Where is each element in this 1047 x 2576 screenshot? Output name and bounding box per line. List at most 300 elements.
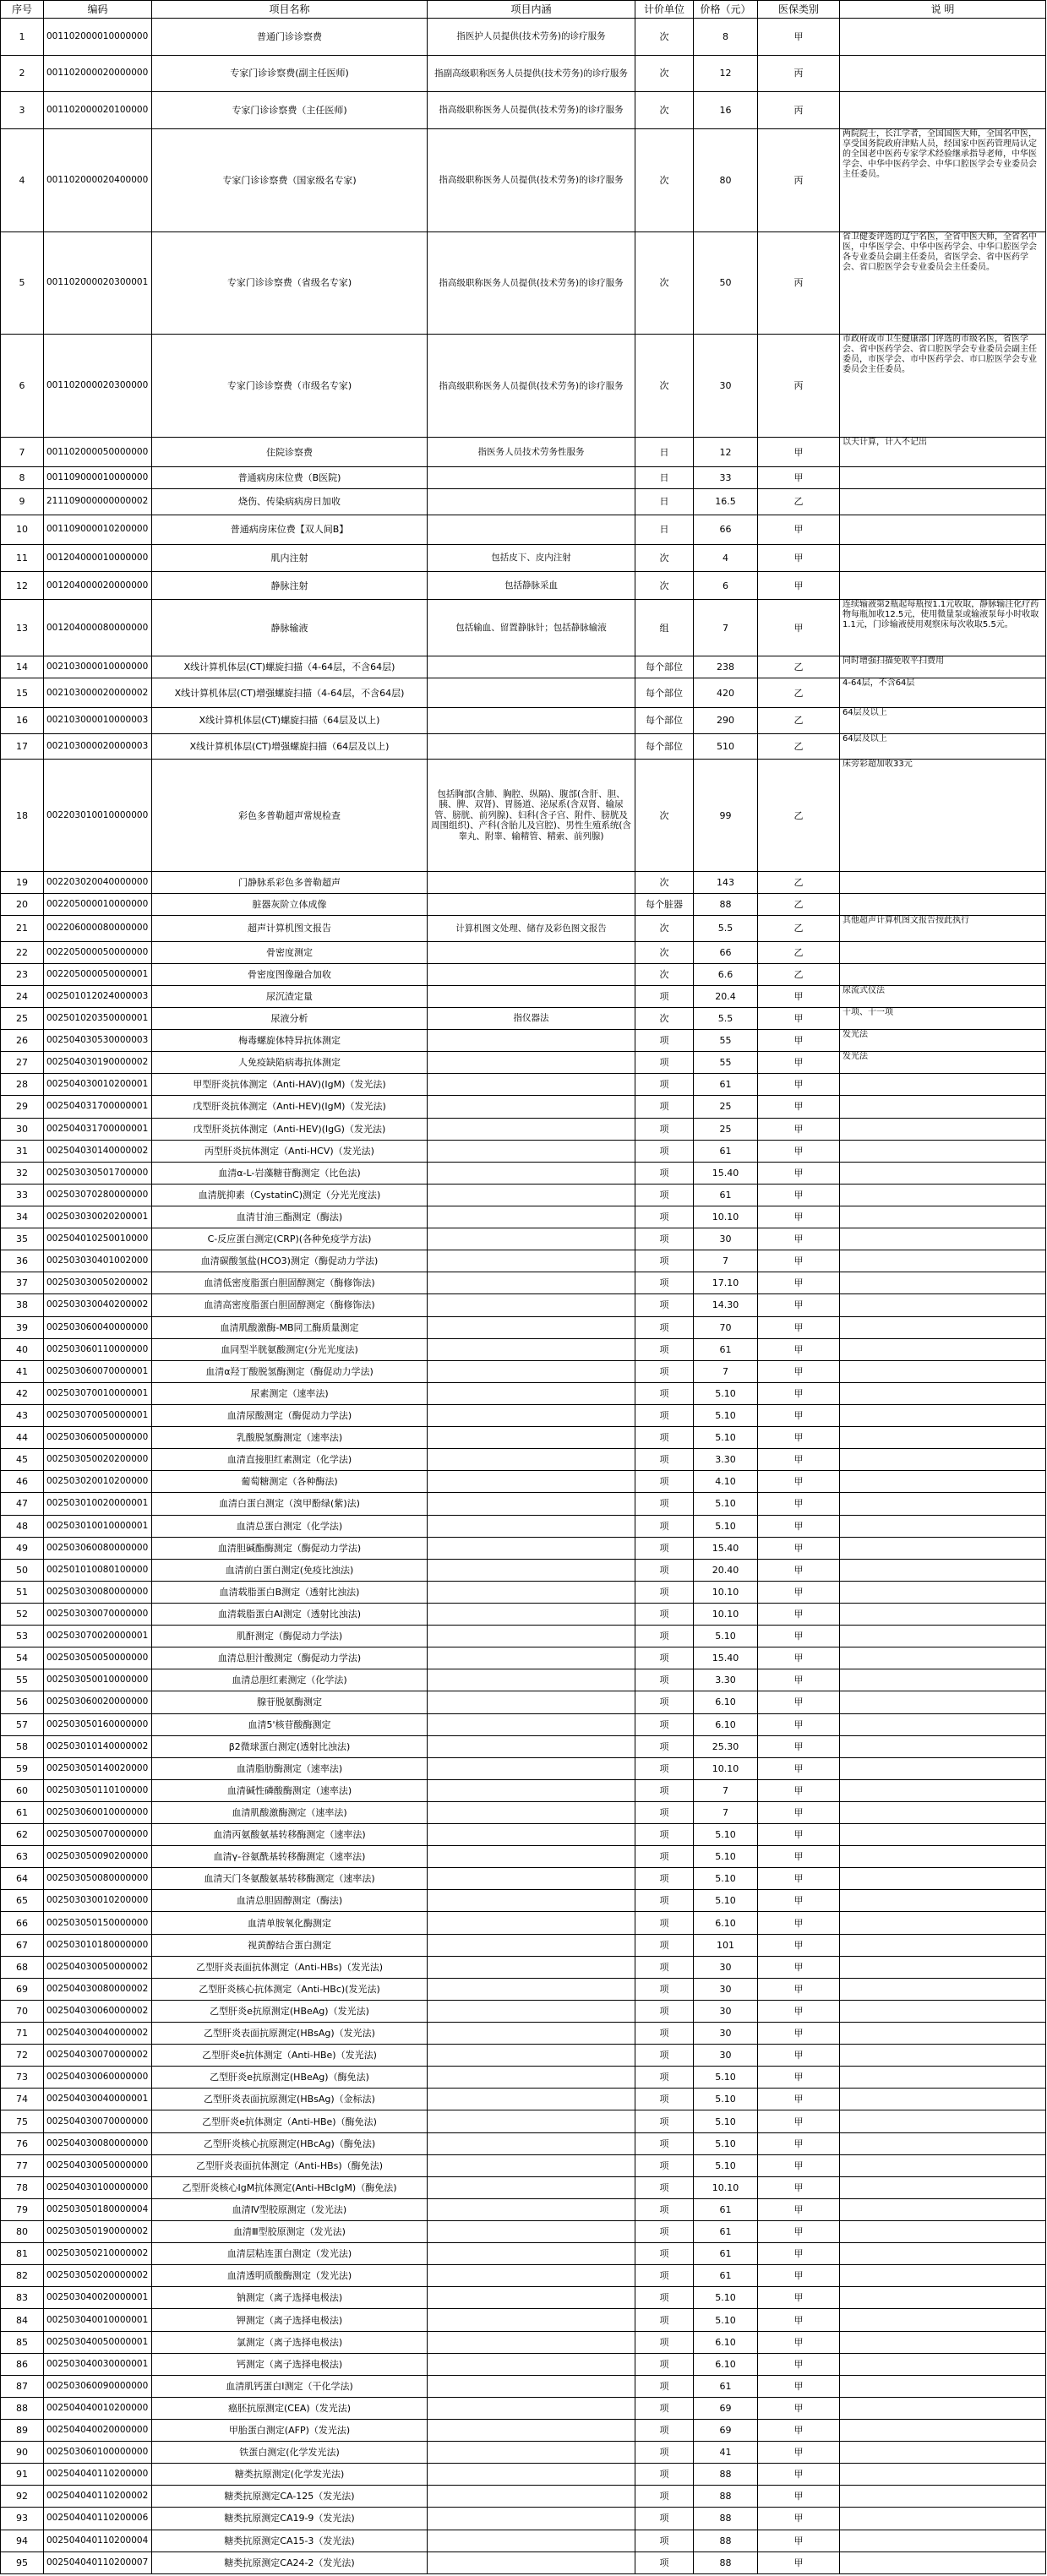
cell-insurance-category: 甲 <box>758 985 840 1007</box>
cell-unit: 项 <box>635 1779 694 1801</box>
cell-note <box>840 2045 1046 2067</box>
cell-price: 5.10 <box>694 2067 758 2089</box>
cell-item-content <box>428 2486 635 2508</box>
cell-item-content <box>428 2420 635 2442</box>
cell-code: 002503050110100000 <box>44 1779 152 1801</box>
cell-price: 61 <box>694 2243 758 2265</box>
cell-index: 95 <box>1 2551 44 2573</box>
cell-price: 10.10 <box>694 2176 758 2198</box>
cell-index: 62 <box>1 1824 44 1846</box>
table-row <box>1 128 1046 231</box>
cell-code: 002503010180000000 <box>44 1934 152 1956</box>
cell-note <box>840 1515 1046 1537</box>
cell-price: 5.10 <box>694 2132 758 2154</box>
cell-item-content <box>428 1096 635 1118</box>
table-row <box>1 2442 1046 2464</box>
cell-price: 7 <box>694 599 758 656</box>
cell-price: 30 <box>694 1956 758 1978</box>
cell-item-content <box>428 1537 635 1559</box>
cell-index: 79 <box>1 2198 44 2220</box>
cell-index: 26 <box>1 1030 44 1052</box>
table-row <box>1 1493 1046 1515</box>
cell-index: 73 <box>1 2067 44 2089</box>
cell-code: 002503060070000001 <box>44 1360 152 1382</box>
cell-note <box>840 1140 1046 1162</box>
cell-code: 002503060020000000 <box>44 1691 152 1713</box>
table-row <box>1 2198 1046 2220</box>
cell-note: 发光法 <box>840 1030 1046 1052</box>
cell-insurance-category: 甲 <box>758 1316 840 1338</box>
table-row <box>1 760 1046 872</box>
cell-code: 002503030050200002 <box>44 1272 152 1294</box>
cell-code: 002504010250010000 <box>44 1228 152 1250</box>
cell-item-content <box>428 1404 635 1426</box>
cell-index: 9 <box>1 489 44 515</box>
cell-insurance-category: 甲 <box>758 1912 840 1934</box>
table-row <box>1 1934 1046 1956</box>
cell-item-content <box>428 2221 635 2243</box>
cell-item-content <box>428 1162 635 1184</box>
table-row <box>1 1096 1046 1118</box>
cell-item-content <box>428 1581 635 1603</box>
table-row <box>1 1779 1046 1801</box>
cell-unit: 项 <box>635 1338 694 1360</box>
cell-unit: 项 <box>635 2551 694 2573</box>
cell-item-content <box>428 733 635 759</box>
cell-note <box>840 1735 1046 1757</box>
table-row <box>1 1669 1046 1691</box>
cell-note <box>840 1272 1046 1294</box>
cell-item-name: 糖类抗原测定CA24-2（发光法) <box>152 2551 428 2573</box>
cell-price: 16 <box>694 92 758 129</box>
cell-insurance-category: 甲 <box>758 1228 840 1250</box>
cell-code: 002504030050000002 <box>44 1956 152 1978</box>
cell-insurance-category: 乙 <box>758 941 840 963</box>
cell-note <box>840 1559 1046 1581</box>
cell-insurance-category: 甲 <box>758 1074 840 1096</box>
cell-price: 6.6 <box>694 963 758 985</box>
cell-insurance-category: 丙 <box>758 128 840 231</box>
cell-code: 001102000020300001 <box>44 231 152 335</box>
cell-unit: 项 <box>635 2089 694 2110</box>
cell-code: 002503010140000002 <box>44 1735 152 1757</box>
cell-price: 30 <box>694 1978 758 2000</box>
cell-note <box>840 1449 1046 1471</box>
cell-price: 61 <box>694 2375 758 2397</box>
cell-item-content <box>428 1338 635 1360</box>
cell-note <box>840 1912 1046 1934</box>
cell-item-content <box>428 1184 635 1206</box>
cell-item-content: 指高级职称医务人员提供(技术劳务)的诊疗服务 <box>428 335 635 438</box>
cell-code: 002503030070000000 <box>44 1603 152 1625</box>
cell-note <box>840 467 1046 489</box>
cell-insurance-category: 甲 <box>758 2353 840 2375</box>
cell-insurance-category: 甲 <box>758 2309 840 2331</box>
table-row <box>1 1537 1046 1559</box>
cell-item-content <box>428 1956 635 1978</box>
cell-index: 11 <box>1 544 44 572</box>
cell-note <box>840 2353 1046 2375</box>
cell-code: 002503050020200000 <box>44 1449 152 1471</box>
cell-price: 61 <box>694 1074 758 1096</box>
cell-item-name: 钠测定（离子选择电极法) <box>152 2287 428 2309</box>
cell-code: 001102000020000000 <box>44 55 152 92</box>
table-row <box>1 2132 1046 2154</box>
cell-note <box>840 2530 1046 2551</box>
cell-code: 002503010010000001 <box>44 1515 152 1537</box>
cell-note <box>840 1316 1046 1338</box>
cell-price: 5.10 <box>694 2154 758 2176</box>
cell-insurance-category: 甲 <box>758 2000 840 2022</box>
cell-item-name: 专家门诊诊察费（市级名专家) <box>152 335 428 438</box>
cell-index: 25 <box>1 1008 44 1030</box>
cell-item-content: 包括静脉采血 <box>428 572 635 600</box>
cell-index: 13 <box>1 599 44 656</box>
cell-item-name: 戊型肝炎抗体测定（Anti-HEV)(IgM)（发光法) <box>152 1096 428 1118</box>
cell-item-name: 人免疫缺陷病毒抗体测定 <box>152 1052 428 1074</box>
cell-item-name: 乙型肝炎核心抗原测定(HBcAg)（酶免法) <box>152 2132 428 2154</box>
cell-item-name: 铁蛋白测定(化学发光法) <box>152 2442 428 2464</box>
table-row <box>1 1272 1046 1294</box>
cell-unit: 项 <box>635 1691 694 1713</box>
table-row <box>1 2397 1046 2419</box>
table-row <box>1 1515 1046 1537</box>
cell-unit: 项 <box>635 2397 694 2419</box>
cell-item-name: 肌酐测定（酶促动力学法) <box>152 1626 428 1647</box>
cell-unit: 日 <box>635 515 694 544</box>
cell-note <box>840 1801 1046 1823</box>
cell-index: 50 <box>1 1559 44 1581</box>
cell-item-name: 腺苷脱氨酶测定 <box>152 1691 428 1713</box>
table-row <box>1 708 1046 733</box>
cell-insurance-category: 甲 <box>758 2132 840 2154</box>
cell-insurance-category: 甲 <box>758 1008 840 1030</box>
table-body <box>1 19 1046 2574</box>
cell-note <box>840 2221 1046 2243</box>
cell-code: 002504030140000002 <box>44 1140 152 1162</box>
cell-insurance-category: 甲 <box>758 1956 840 1978</box>
cell-unit: 项 <box>635 1228 694 1250</box>
table-row <box>1 515 1046 544</box>
cell-index: 48 <box>1 1515 44 1537</box>
cell-index: 76 <box>1 2132 44 2154</box>
cell-code: 002206000080000000 <box>44 916 152 941</box>
cell-price: 30 <box>694 335 758 438</box>
table-row <box>1 1801 1046 1823</box>
cell-unit: 项 <box>635 2420 694 2442</box>
cell-item-content <box>428 1912 635 1934</box>
cell-insurance-category: 乙 <box>758 489 840 515</box>
cell-index: 63 <box>1 1846 44 1868</box>
cell-item-name: 血清尿酸测定（酶促动力学法) <box>152 1404 428 1426</box>
cell-unit: 项 <box>635 1052 694 1074</box>
cell-unit: 项 <box>635 1846 694 1868</box>
cell-code: 211109000000000002 <box>44 489 152 515</box>
cell-insurance-category: 甲 <box>758 1801 840 1823</box>
cell-insurance-category: 乙 <box>758 963 840 985</box>
cell-price: 66 <box>694 515 758 544</box>
cell-item-content <box>428 1074 635 1096</box>
cell-price: 17.10 <box>694 1272 758 1294</box>
cell-unit: 次 <box>635 544 694 572</box>
cell-insurance-category: 甲 <box>758 2287 840 2309</box>
cell-item-content <box>428 1978 635 2000</box>
table-row <box>1 2176 1046 2198</box>
table-row <box>1 1824 1046 1846</box>
cell-insurance-category: 甲 <box>758 2176 840 2198</box>
cell-code: 002504030530000003 <box>44 1030 152 1052</box>
cell-item-name: 血清甘油三酯测定（酶法) <box>152 1206 428 1228</box>
cell-item-name: X线计算机体层(CT)增强螺旋扫描（64层及以上) <box>152 733 428 759</box>
cell-item-content <box>428 1052 635 1074</box>
header-cell: 计价单位 <box>635 1 694 19</box>
cell-insurance-category: 甲 <box>758 1713 840 1735</box>
cell-insurance-category: 乙 <box>758 708 840 733</box>
cell-item-content <box>428 1294 635 1316</box>
table-row <box>1 2287 1046 2309</box>
cell-item-name: 血清肌钙蛋白Ⅰ测定（干化学法) <box>152 2375 428 2397</box>
cell-price: 5.10 <box>694 2110 758 2132</box>
cell-index: 71 <box>1 2023 44 2045</box>
cell-note <box>840 1206 1046 1228</box>
cell-price: 15.40 <box>694 1162 758 1184</box>
cell-unit: 项 <box>635 1493 694 1515</box>
cell-unit: 项 <box>635 1801 694 1823</box>
cell-code: 001102000010000000 <box>44 19 152 56</box>
cell-code: 002504030060000002 <box>44 2000 152 2022</box>
table-row <box>1 1294 1046 1316</box>
cell-price: 4.10 <box>694 1471 758 1493</box>
cell-index: 10 <box>1 515 44 544</box>
table-row <box>1 2221 1046 2243</box>
table-row <box>1 1713 1046 1735</box>
cell-index: 28 <box>1 1074 44 1096</box>
cell-item-content <box>428 1493 635 1515</box>
cell-note <box>840 2375 1046 2397</box>
cell-price: 6.10 <box>694 1691 758 1713</box>
cell-note <box>840 1603 1046 1625</box>
cell-item-name: 血清丙氨酸氨基转移酶测定（速率法) <box>152 1824 428 1846</box>
cell-note: 十项、十一项 <box>840 1008 1046 1030</box>
cell-code: 002503030010200000 <box>44 1890 152 1912</box>
cell-price: 88 <box>694 2486 758 2508</box>
cell-insurance-category: 甲 <box>758 1449 840 1471</box>
cell-index: 88 <box>1 2397 44 2419</box>
cell-index: 66 <box>1 1912 44 1934</box>
cell-item-name: β2微球蛋白测定(透射比浊法) <box>152 1735 428 1757</box>
cell-unit: 项 <box>635 1603 694 1625</box>
cell-insurance-category: 甲 <box>758 1294 840 1316</box>
cell-item-content <box>428 2375 635 2397</box>
cell-unit: 日 <box>635 489 694 515</box>
cell-item-content <box>428 2154 635 2176</box>
table-row <box>1 1206 1046 1228</box>
cell-code: 001204000020000000 <box>44 572 152 600</box>
cell-note <box>840 2132 1046 2154</box>
cell-unit: 次 <box>635 871 694 893</box>
cell-code: 002504030080000002 <box>44 1978 152 2000</box>
cell-item-content <box>428 894 635 916</box>
cell-price: 30 <box>694 2045 758 2067</box>
cell-insurance-category: 乙 <box>758 656 840 678</box>
cell-index: 29 <box>1 1096 44 1118</box>
cell-note <box>840 2442 1046 2464</box>
table-row <box>1 1956 1046 1978</box>
cell-insurance-category: 甲 <box>758 1206 840 1228</box>
cell-unit: 项 <box>635 1316 694 1338</box>
cell-price: 6.10 <box>694 2331 758 2353</box>
cell-item-content <box>428 2309 635 2331</box>
cell-insurance-category: 甲 <box>758 1096 840 1118</box>
cell-unit: 项 <box>635 985 694 1007</box>
cell-unit: 日 <box>635 467 694 489</box>
cell-price: 238 <box>694 656 758 678</box>
cell-item-content <box>428 1691 635 1713</box>
cell-unit: 日 <box>635 438 694 467</box>
cell-item-name: 彩色多普勒超声常规检查 <box>152 760 428 872</box>
cell-insurance-category: 甲 <box>758 2089 840 2110</box>
cell-price: 6 <box>694 572 758 600</box>
cell-insurance-category: 甲 <box>758 1382 840 1404</box>
table-row <box>1 1626 1046 1647</box>
cell-price: 5.10 <box>694 1824 758 1846</box>
cell-price: 5.10 <box>694 1427 758 1449</box>
cell-price: 30 <box>694 2000 758 2022</box>
cell-code: 001109000010000000 <box>44 467 152 489</box>
cell-item-content <box>428 1316 635 1338</box>
cell-insurance-category: 甲 <box>758 1360 840 1382</box>
table-row <box>1 1559 1046 1581</box>
cell-index: 38 <box>1 1294 44 1316</box>
table-row <box>1 1449 1046 1471</box>
cell-code: 002504040110200002 <box>44 2486 152 2508</box>
table-row <box>1 2243 1046 2265</box>
cell-item-name: 血清单胺氧化酶测定 <box>152 1912 428 1934</box>
cell-note <box>840 1096 1046 1118</box>
cell-unit: 项 <box>635 2110 694 2132</box>
table-row <box>1 1890 1046 1912</box>
cell-index: 46 <box>1 1471 44 1493</box>
cell-note <box>840 2331 1046 2353</box>
cell-index: 92 <box>1 2486 44 2508</box>
cell-insurance-category: 甲 <box>758 1404 840 1426</box>
cell-note: 同时增强扫描免收平扫费用 <box>840 656 1046 678</box>
cell-index: 59 <box>1 1757 44 1779</box>
cell-note <box>840 2198 1046 2220</box>
cell-code: 002503040030000001 <box>44 2353 152 2375</box>
cell-code: 002501020350000001 <box>44 1008 152 1030</box>
cell-item-name: 梅毒螺旋体特异抗体测定 <box>152 1030 428 1052</box>
cell-code: 002203020040000000 <box>44 871 152 893</box>
cell-insurance-category: 甲 <box>758 1515 840 1537</box>
cell-unit: 项 <box>635 1250 694 1272</box>
cell-item-name: 血清碱性磷酸酶测定（速率法) <box>152 1779 428 1801</box>
cell-insurance-category: 甲 <box>758 1735 840 1757</box>
table-row <box>1 2110 1046 2132</box>
cell-unit: 项 <box>635 2442 694 2464</box>
cell-item-name: 血清层粘连蛋白测定（发光法) <box>152 2243 428 2265</box>
cell-insurance-category: 丙 <box>758 55 840 92</box>
cell-index: 65 <box>1 1890 44 1912</box>
cell-price: 25 <box>694 1096 758 1118</box>
cell-index: 72 <box>1 2045 44 2067</box>
cell-unit: 项 <box>635 1713 694 1735</box>
cell-item-name: 乙型肝炎表面抗体测定（Anti-HBs)（酶免法) <box>152 2154 428 2176</box>
cell-item-name: 血清透明质酸酶测定（发光法) <box>152 2265 428 2287</box>
cell-code: 002503070050000001 <box>44 1404 152 1426</box>
cell-insurance-category: 乙 <box>758 678 840 708</box>
cell-index: 24 <box>1 985 44 1007</box>
cell-item-content: 计算机图文处理、储存及彩色图文报告 <box>428 916 635 941</box>
cell-price: 5.10 <box>694 1382 758 1404</box>
cell-code: 002503060100000000 <box>44 2442 152 2464</box>
cell-note: 省卫健委评选的辽宁名医，全省中医大师，全省名中医，中华医学会、中华中医药学会、中华口腔医学会各专业委员会副主任委员，省医学会、省中医药学会、省口腔医学会专业委员会主任委员。 <box>840 231 1046 335</box>
cell-item-content <box>428 2176 635 2198</box>
cell-index: 1 <box>1 19 44 56</box>
cell-note <box>840 2176 1046 2198</box>
cell-note <box>840 489 1046 515</box>
cell-price: 10.10 <box>694 1757 758 1779</box>
cell-item-content <box>428 2530 635 2551</box>
cell-item-name: 静脉输液 <box>152 599 428 656</box>
cell-price: 61 <box>694 1338 758 1360</box>
cell-unit: 项 <box>635 1735 694 1757</box>
cell-code: 002504030070000002 <box>44 2045 152 2067</box>
cell-item-name: 视黄醇结合蛋白测定 <box>152 1934 428 1956</box>
table-row <box>1 2530 1046 2551</box>
table-row <box>1 1691 1046 1713</box>
cell-item-name: 钙测定（离子选择电极法) <box>152 2353 428 2375</box>
table-row <box>1 1647 1046 1669</box>
cell-item-content <box>428 985 635 1007</box>
cell-index: 42 <box>1 1382 44 1404</box>
cell-item-content <box>428 678 635 708</box>
cell-item-name: 血清载脂蛋白AⅠ测定（透射比浊法) <box>152 1603 428 1625</box>
cell-note <box>840 1757 1046 1779</box>
cell-index: 3 <box>1 92 44 129</box>
cell-item-name: 脏器灰阶立体成像 <box>152 894 428 916</box>
cell-unit: 项 <box>635 2067 694 2089</box>
cell-insurance-category: 甲 <box>758 1824 840 1846</box>
cell-note <box>840 2154 1046 2176</box>
cell-index: 77 <box>1 2154 44 2176</box>
cell-index: 75 <box>1 2110 44 2132</box>
cell-note <box>840 1184 1046 1206</box>
cell-unit: 项 <box>635 1404 694 1426</box>
cell-insurance-category: 乙 <box>758 733 840 759</box>
cell-index: 45 <box>1 1449 44 1471</box>
cell-item-name: 血清胆碱酯酶测定（酶促动力学法) <box>152 1537 428 1559</box>
cell-code: 002205000010000000 <box>44 894 152 916</box>
cell-item-name: 专家门诊诊察费（省级名专家) <box>152 231 428 335</box>
cell-price: 5.10 <box>694 1404 758 1426</box>
cell-unit: 项 <box>635 1868 694 1890</box>
cell-insurance-category: 甲 <box>758 2420 840 2442</box>
cell-index: 83 <box>1 2287 44 2309</box>
cell-code: 002503020010200000 <box>44 1471 152 1493</box>
cell-index: 12 <box>1 572 44 600</box>
cell-code: 002503050140020000 <box>44 1757 152 1779</box>
cell-code: 002503030401002000 <box>44 1250 152 1272</box>
cell-index: 61 <box>1 1801 44 1823</box>
table-row <box>1 1338 1046 1360</box>
cell-index: 6 <box>1 335 44 438</box>
cell-index: 18 <box>1 760 44 872</box>
cell-note <box>840 2089 1046 2110</box>
cell-unit: 次 <box>635 760 694 872</box>
table-row <box>1 55 1046 92</box>
cell-unit: 项 <box>635 1184 694 1206</box>
